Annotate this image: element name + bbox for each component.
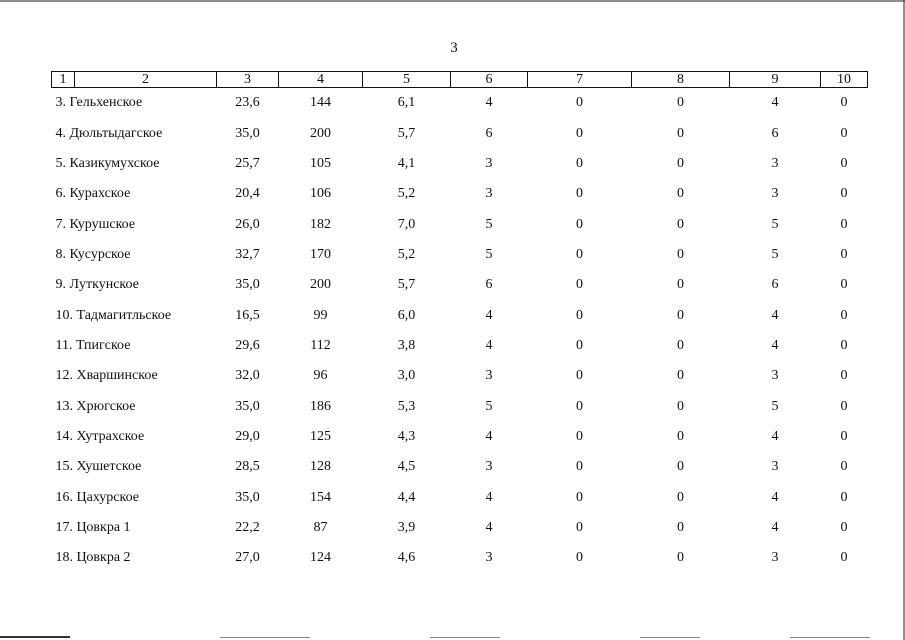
cell-c7: 0 [576, 155, 583, 171]
cell-c4: 87 [313, 519, 328, 535]
cell-c5: 4,6 [397, 550, 416, 566]
cell-c4: 112 [310, 337, 331, 353]
table-row [52, 482, 868, 512]
cell-c5: 5,2 [397, 246, 416, 262]
cell-c5: 5,2 [397, 186, 416, 202]
row-name-cell: 9. Лyткунское [55, 277, 139, 293]
row-name-cell: 13. Хрюгское [55, 398, 136, 414]
cell-c6: 3 [485, 186, 493, 202]
cell-c5: 3,9 [397, 519, 416, 535]
row-name-cell: 18. Цовкра 2 [55, 550, 131, 566]
table-row [52, 88, 868, 119]
cell-c4: 182 [310, 216, 331, 232]
cell-c9: 4 [771, 519, 779, 535]
row-name-cell: 15. Хушетское [55, 459, 142, 475]
cell-c8: 0 [677, 125, 684, 141]
cell-c6: 6 [485, 277, 493, 293]
cell-c5: 5,7 [397, 277, 416, 293]
cell-c4: 186 [310, 398, 331, 414]
row-name-cell: 6. Курахское [55, 186, 131, 202]
cell-c8: 0 [677, 307, 684, 323]
cell-c8: 0 [677, 155, 684, 171]
scan-edge-bottom-left [0, 636, 70, 638]
cell-c6: 4 [485, 489, 493, 505]
cell-c9: 3 [771, 368, 779, 384]
cell-c6: 4 [485, 519, 493, 535]
cell-c6: 5 [485, 398, 493, 414]
scan-edge-bottom-mid-2 [430, 637, 500, 638]
cell-c8: 0 [677, 216, 684, 232]
cell-c3: 32,0 [235, 368, 260, 384]
cell-c9: 3 [771, 186, 779, 202]
cell-c5: 3,8 [397, 337, 416, 353]
cell-c6: 4 [485, 337, 493, 353]
cell-c8: 0 [677, 277, 684, 293]
column-header: 9 [730, 72, 821, 88]
cell-c3: 26,0 [235, 216, 260, 232]
cell-c8: 0 [677, 398, 684, 414]
cell-c8: 0 [677, 459, 684, 475]
cell-c5: 6,1 [397, 95, 416, 111]
cell-c7: 0 [576, 550, 583, 566]
scan-edge-bottom-right [790, 637, 870, 638]
cell-c10: 0 [840, 459, 848, 475]
cell-c7: 0 [576, 398, 583, 414]
cell-c9: 6 [771, 125, 779, 141]
cell-c5: 5,3 [397, 398, 416, 414]
cell-c9: 4 [771, 95, 779, 111]
cell-c8: 0 [677, 368, 684, 384]
cell-c6: 4 [485, 95, 493, 111]
table-row [52, 331, 868, 361]
cell-c4: 125 [310, 428, 331, 444]
cell-c8: 0 [677, 428, 684, 444]
cell-c6: 5 [485, 216, 493, 232]
data-table [51, 71, 868, 574]
cell-c7: 0 [576, 307, 583, 323]
cell-c4: 144 [310, 95, 331, 111]
cell-c10: 0 [840, 246, 848, 262]
cell-c5: 4,3 [397, 428, 416, 444]
table-body [52, 88, 868, 574]
cell-c10: 0 [840, 307, 848, 323]
cell-c3: 25,7 [235, 155, 260, 171]
cell-c4: 128 [310, 459, 331, 475]
cell-c6: 3 [485, 459, 493, 475]
cell-c4: 99 [313, 307, 328, 323]
cell-c4: 106 [310, 186, 331, 202]
cell-c10: 0 [840, 186, 848, 202]
cell-c5: 5,7 [397, 125, 416, 141]
cell-c7: 0 [576, 337, 583, 353]
cell-c3: 16,5 [235, 307, 260, 323]
column-header: 10 [821, 72, 868, 88]
row-name-cell: 10. Тадмагитльское [55, 307, 172, 323]
cell-c3: 29,0 [235, 428, 260, 444]
cell-c5: 4,1 [397, 155, 416, 171]
cell-c10: 0 [840, 428, 848, 444]
cell-c4: 170 [310, 246, 331, 262]
table-row [52, 179, 868, 209]
table-row [52, 240, 868, 270]
table-row [52, 361, 868, 391]
cell-c4: 154 [310, 489, 331, 505]
table-row [52, 391, 868, 421]
cell-c3: 35,0 [235, 277, 260, 293]
cell-c6: 3 [485, 368, 493, 384]
cell-c3: 32,7 [235, 246, 260, 262]
row-name-cell: 12. Хваршинское [55, 368, 158, 384]
cell-c4: 200 [310, 125, 331, 141]
cell-c10: 0 [840, 519, 848, 535]
row-name-cell: 14. Хутрахское [55, 428, 145, 444]
cell-c9: 6 [771, 277, 779, 293]
cell-c9: 4 [771, 307, 779, 323]
cell-c6: 3 [485, 155, 493, 171]
page-number: 3 [450, 40, 458, 56]
cell-c9: 3 [771, 155, 779, 171]
cell-c7: 0 [576, 186, 583, 202]
row-name-cell: 7. Курушское [55, 216, 136, 232]
cell-c10: 0 [840, 95, 848, 111]
column-header: 8 [632, 72, 730, 88]
cell-c6: 4 [485, 428, 493, 444]
cell-c9: 4 [771, 337, 779, 353]
row-name-cell: 3. Гельхенское [55, 95, 143, 111]
cell-c3: 29,6 [235, 337, 260, 353]
column-header: 5 [363, 72, 451, 88]
cell-c10: 0 [840, 216, 848, 232]
cell-c5: 7,0 [397, 216, 416, 232]
table-row [52, 118, 868, 148]
cell-c3: 27,0 [235, 550, 260, 566]
cell-c8: 0 [677, 337, 684, 353]
cell-c4: 200 [310, 277, 331, 293]
column-header: 7 [528, 72, 632, 88]
cell-c5: 4,4 [397, 489, 416, 505]
cell-c9: 3 [771, 550, 779, 566]
cell-c5: 4,5 [397, 459, 416, 475]
scan-edge-top [0, 0, 905, 2]
cell-c7: 0 [576, 368, 583, 384]
row-name-cell: 17. Цовкра 1 [55, 519, 131, 535]
column-header: 6 [451, 72, 528, 88]
row-name-cell: 4. Дюльтыдагское [55, 125, 163, 141]
cell-c10: 0 [840, 550, 848, 566]
cell-c8: 0 [677, 186, 684, 202]
cell-c7: 0 [576, 95, 583, 111]
table-row [52, 513, 868, 543]
row-name-cell: 8. Кусурское [55, 246, 131, 262]
table-row [52, 422, 868, 452]
cell-c5: 6,0 [397, 307, 416, 323]
cell-c7: 0 [576, 459, 583, 475]
cell-c10: 0 [840, 337, 848, 353]
cell-c9: 4 [771, 489, 779, 505]
cell-c3: 22,2 [235, 519, 260, 535]
cell-c7: 0 [576, 246, 583, 262]
table-row [52, 300, 868, 330]
cell-c3: 28,5 [235, 459, 260, 475]
table-row [52, 270, 868, 300]
cell-c6: 5 [485, 246, 493, 262]
row-name-cell: 5. Казикумухское [55, 155, 160, 171]
table-row [52, 543, 868, 573]
table-row [52, 209, 868, 239]
cell-c8: 0 [677, 489, 684, 505]
table-row [52, 149, 868, 179]
scan-edge-bottom-mid-1 [220, 637, 310, 638]
cell-c7: 0 [576, 519, 583, 535]
column-header: 3 [217, 72, 279, 88]
cell-c3: 23,6 [235, 95, 260, 111]
cell-c3: 20,4 [235, 186, 260, 202]
cell-c4: 124 [310, 550, 331, 566]
cell-c10: 0 [840, 277, 848, 293]
cell-c9: 3 [771, 459, 779, 475]
cell-c6: 3 [485, 550, 493, 566]
cell-c10: 0 [840, 155, 848, 171]
cell-c8: 0 [677, 246, 684, 262]
cell-c4: 105 [310, 155, 331, 171]
column-header: 4 [279, 72, 363, 88]
table-row [52, 452, 868, 482]
cell-c10: 0 [840, 398, 848, 414]
cell-c3: 35,0 [235, 489, 260, 505]
row-name-cell: 11. Тпигское [55, 337, 131, 353]
cell-c9: 4 [771, 428, 779, 444]
column-header: 2 [75, 72, 217, 88]
cell-c3: 35,0 [235, 125, 260, 141]
cell-c8: 0 [677, 550, 684, 566]
table-header-row [52, 72, 868, 88]
cell-c6: 4 [485, 307, 493, 323]
cell-c8: 0 [677, 519, 684, 535]
cell-c10: 0 [840, 368, 848, 384]
cell-c8: 0 [677, 95, 684, 111]
cell-c4: 96 [313, 368, 328, 384]
cell-c9: 5 [771, 398, 779, 414]
cell-c9: 5 [771, 216, 779, 232]
cell-c7: 0 [576, 489, 583, 505]
row-name-cell: 16. Цахурское [55, 489, 139, 505]
cell-c7: 0 [576, 216, 583, 232]
cell-c5: 3,0 [397, 368, 416, 384]
scan-edge-bottom-mid-3 [640, 637, 700, 638]
column-header: 1 [52, 72, 75, 88]
cell-c9: 5 [771, 246, 779, 262]
cell-c10: 0 [840, 125, 848, 141]
cell-c7: 0 [576, 125, 583, 141]
cell-c7: 0 [576, 277, 583, 293]
cell-c7: 0 [576, 428, 583, 444]
cell-c10: 0 [840, 489, 848, 505]
cell-c6: 6 [485, 125, 493, 141]
cell-c3: 35,0 [235, 398, 260, 414]
